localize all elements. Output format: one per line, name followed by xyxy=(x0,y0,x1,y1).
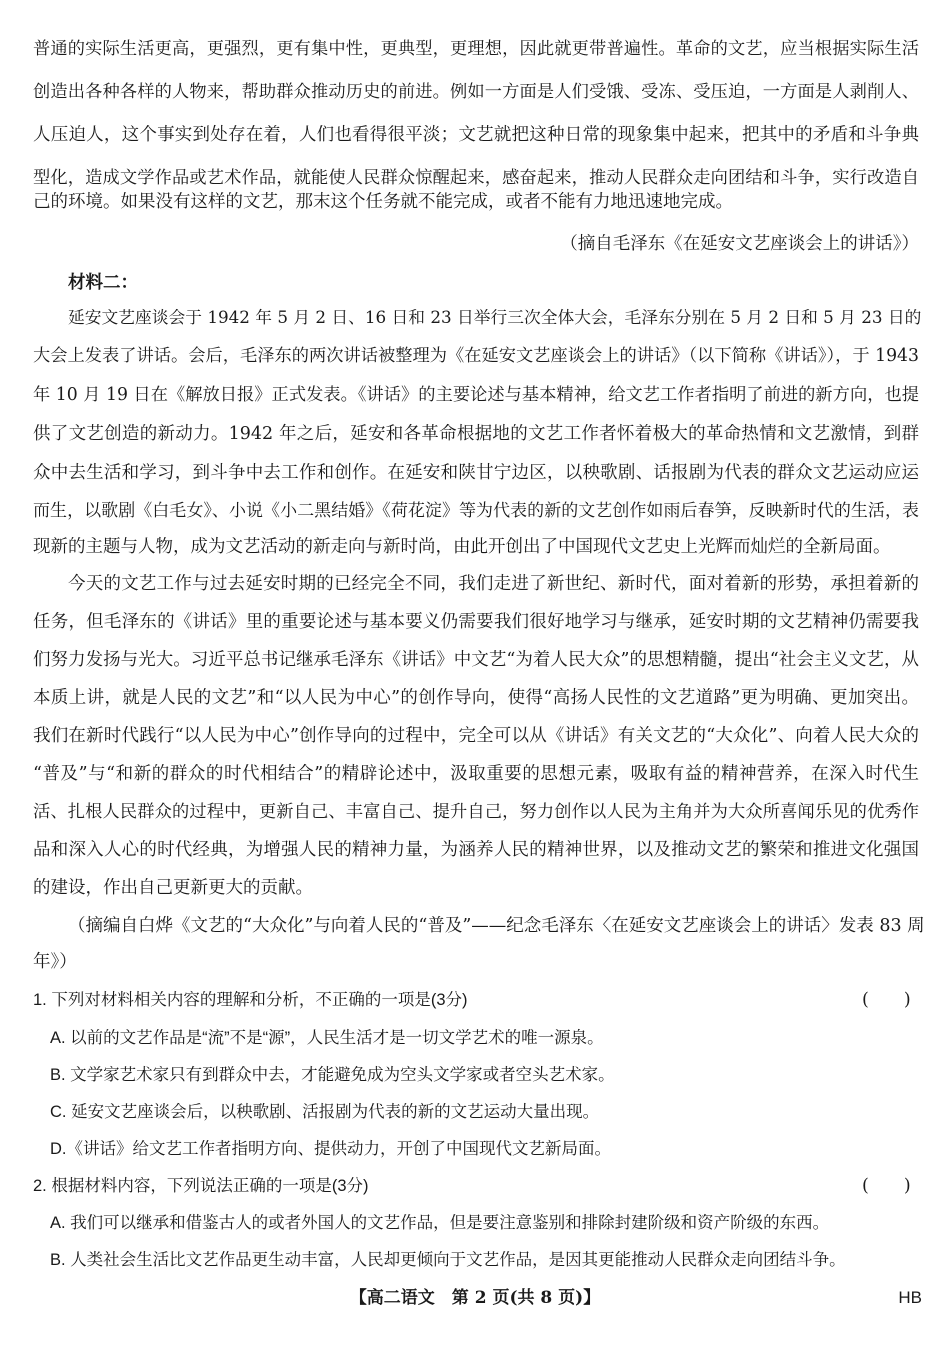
text-line: 我们在新时代践行“以人民为中心”创作导向的过程中，完全可以从《讲话》有关文艺的“大众化”、向着人民大众的 xyxy=(33,726,919,746)
text-line: 普通的实际生活更高，更强烈，更有集中性，更典型，更理想，因此就更带普遍性。革命的文艺，应当根据实际生活 xyxy=(33,39,919,59)
option-d: D.《讲话》给文艺工作者指明方向、提供动力，开创了中国现代文艺新局面。 xyxy=(50,1140,611,1158)
text-line: 品和深入人心的时代经典，为增强人民的精神力量，为涵养人民的精神世界，以及推动文艺的繁荣和推进文化强国 xyxy=(33,840,919,860)
text-line: 任务，但毛泽东的《讲话》里的重要论述与基本要义仍需要我们很好地学习与继承，延安时期的文艺精神仍需要我 xyxy=(33,612,919,632)
text-line: 现新的主题与人物，成为文艺活动的新走向与新时尚，由此开创出了中国现代文艺史上光辉而灿烂的全新局面。 xyxy=(33,537,891,557)
question-stem: 2. 根据材料内容，下列说法正确的一项是(3分) xyxy=(33,1177,369,1195)
answer-bracket: ( ) xyxy=(862,1176,911,1196)
text-line: 的建设，作出自己更新更大的贡献。 xyxy=(33,878,313,898)
text-line: 今天的文艺工作与过去延安时期的已经完全不同，我们走进了新世纪、新时代，面对着新的形势，承担着新的 xyxy=(68,574,919,594)
material1-source: （摘自毛泽东《在延安文艺座谈会上的讲话》） xyxy=(560,234,919,254)
text-line: 而生，以歌剧《白毛女》、小说《小二黑结婚》《荷花淀》等为代表的新的文艺创作如雨后春笋，反映新时代的生活，表 xyxy=(33,501,919,521)
text-line: 供了文艺创造的新动力。1942 年之后，延安和各革命根据地的文艺工作者怀着极大的革命热情和文艺激情，到群 xyxy=(33,424,919,444)
option-a: A. 以前的文艺作品是“流”不是“源”，人民生活才是一切文学艺术的唯一源泉。 xyxy=(50,1029,604,1047)
text-line: 众中去生活和学习，到斗争中去工作和创作。在延安和陕甘宁边区，以秧歌剧、话报剧为代表的群众文艺运动应运 xyxy=(33,463,919,483)
text-line: 年 10 月 19 日在《解放日报》正式发表。《讲话》的主要论述与基本精神，给文艺工作者指明了前进的新方向，也提 xyxy=(33,385,919,405)
question-stem: 1. 下列对材料相关内容的理解和分析，不正确的一项是(3分) xyxy=(33,991,468,1009)
option-b: B. 人类社会生活比文艺作品更生动丰富，人民却更倾向于文艺作品，是因其更能推动人民群众走向团结斗争。 xyxy=(50,1251,846,1269)
text-line: （摘编自白烨《文艺的“大众化”与向着人民的“普及”——纪念毛泽东〈在延安文艺座谈会上的讲话〉发表 83 周 xyxy=(68,916,925,936)
text-line: 人压迫人，这个事实到处存在着，人们也看得很平淡；文艺就把这种日常的现象集中起来，把其中的矛盾和斗争典 xyxy=(33,125,919,145)
material2-heading: 材料二： xyxy=(68,273,138,293)
option-a: A. 我们可以继承和借鉴古人的或者外国人的文艺作品，但是要注意鉴别和排除封建阶级和资产阶级的东西。 xyxy=(50,1214,830,1232)
page-footer: 【高二语文 第 2 页(共 8 页)】 xyxy=(349,1288,601,1308)
text-line: 们努力发扬与光大。习近平总书记继承毛泽东《讲话》中文艺“为着人民大众”的思想精髓，提出“社会主义文艺，从 xyxy=(33,650,919,670)
text-line: 本质上讲，就是人民的文艺”和“以人民为中心”的创作导向，使得“高扬人民性的文艺道路”更为明确、更加突出。 xyxy=(33,688,919,708)
text-line: 大会上发表了讲话。会后，毛泽东的两次讲话被整理为《在延安文艺座谈会上的讲话》（以下简称《讲话》），于 1943 xyxy=(33,346,920,366)
option-b: B. 文学家艺术家只有到群众中去，才能避免成为空头文学家或者空头艺术家。 xyxy=(50,1066,615,1084)
text-line: 型化，造成文学作品或艺术作品，就能使人民群众惊醒起来，感奋起来，推动人民群众走向团结和斗争，实行改造自 xyxy=(33,168,919,188)
footer-code: HB xyxy=(898,1288,922,1307)
answer-bracket: ( ) xyxy=(862,990,911,1010)
option-c: C. 延安文艺座谈会后，以秧歌剧、活报剧为代表的新的文艺运动大量出现。 xyxy=(50,1103,600,1121)
text-line: 延安文艺座谈会于 1942 年 5 月 2 日、16 日和 23 日举行三次全体大会，毛泽东分别在 5 月 2 日和 5 月 23 日的 xyxy=(68,307,922,327)
text-line: 年》） xyxy=(33,952,77,972)
text-line: 创造出各种各样的人物来，帮助群众推动历史的前进。例如一方面是人们受饿、受冻、受压迫，一方面是人剥削人、 xyxy=(33,82,919,102)
text-line: “普及”与“和新的群众的时代相结合”的精辟论述中，汲取重要的思想元素，吸取有益的精神营养，在深入时代生 xyxy=(33,764,919,784)
text-line: 己的环境。如果没有这样的文艺，那末这个任务就不能完成，或者不能有力地迅速地完成。 xyxy=(33,192,733,212)
text-line: 活、扎根人民群众的过程中，更新自己、丰富自己、提升自己，努力创作以人民为主角并为大众所喜闻乐见的优秀作 xyxy=(33,802,919,822)
